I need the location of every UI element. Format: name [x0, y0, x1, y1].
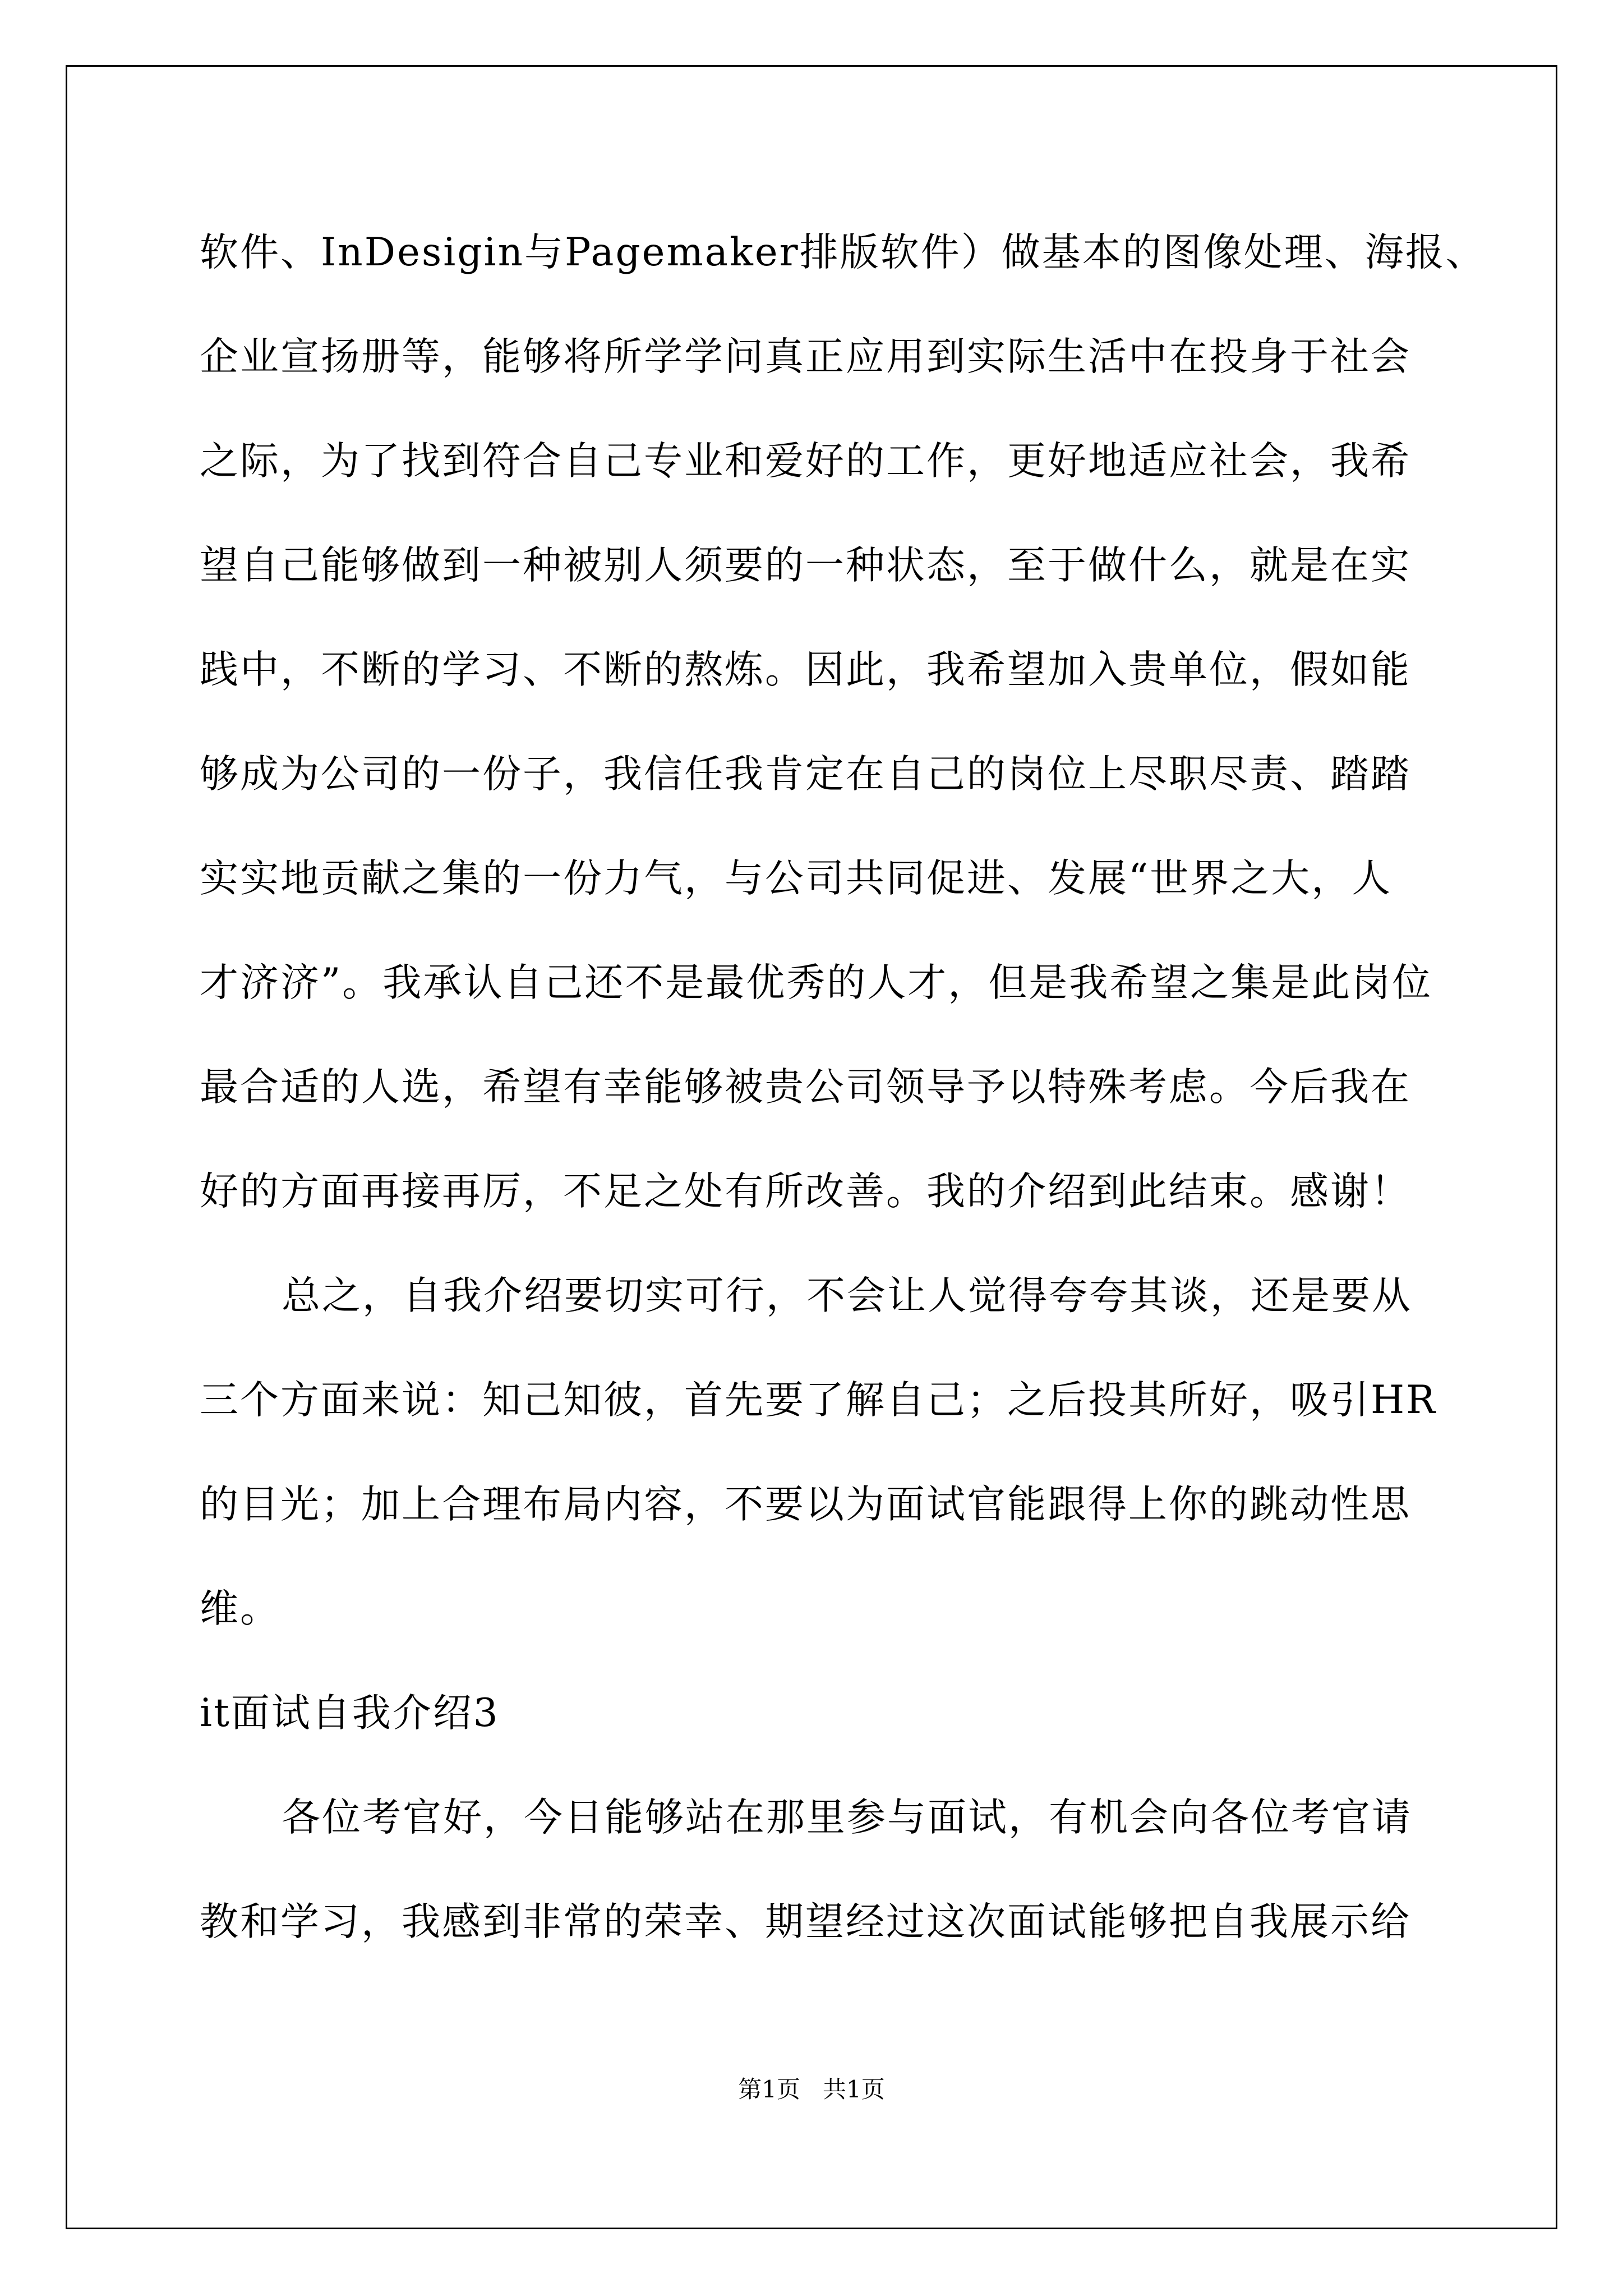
paragraph-line: 总之，自我介绍要切实可行，不会让人觉得夸夸其谈，还是要从	[282, 1273, 1412, 1318]
paragraph-line: 软件、InDesigin与Pagemaker排版软件）做基本的图像处理、海报、	[200, 230, 1486, 275]
paragraph-line: 好的方面再接再厉，不足之处有所改善。我的介绍到此结束。感谢！	[200, 1169, 1411, 1214]
paragraph-line: 望自己能够做到一种被别人须要的一种状态，至于做什么，就是在实	[200, 543, 1411, 588]
paragraph-line: 的目光；加上合理布局内容，不要以为面试官能跟得上你的跳动性思	[200, 1482, 1411, 1527]
paragraph-line: 实实地贡献之集的一份力气，与公司共同促进、发展“世界之大，人	[200, 856, 1393, 901]
paragraph-line: 各位考官好，今日能够站在那里参与面试，有机会向各位考官请	[282, 1795, 1412, 1840]
paragraph-line: 最合适的人选，希望有幸能够被贵公司领导予以特殊考虑。今后我在	[200, 1065, 1411, 1110]
paragraph-line: 维。	[200, 1586, 280, 1631]
paragraph-line: 才济济”。我承认自己还不是最优秀的人才，但是我希望之集是此岗位	[200, 960, 1433, 1005]
paragraph-line: 教和学习，我感到非常的荣幸、期望经过这次面试能够把自我展示给	[200, 1899, 1411, 1944]
page-number-footer: 第1页 共1页	[738, 2076, 885, 2103]
paragraph-line: 之际，为了找到符合自己专业和爱好的工作，更好地适应社会，我希	[200, 439, 1411, 484]
section-heading: it面试自我介绍3	[200, 1691, 500, 1736]
paragraph-line: 践中，不断的学习、不断的熬炼。因此，我希望加入贵单位，假如能	[200, 647, 1411, 692]
paragraph-line: 够成为公司的一份子，我信任我肯定在自己的岗位上尽职尽责、踏踏	[200, 752, 1411, 797]
paragraph-line: 三个方面来说：知己知彼，首先要了解自己；之后投其所好，吸引HR	[200, 1378, 1437, 1423]
paragraph-line: 企业宣扬册等，能够将所学学问真正应用到实际生活中在投身于社会	[200, 334, 1411, 379]
